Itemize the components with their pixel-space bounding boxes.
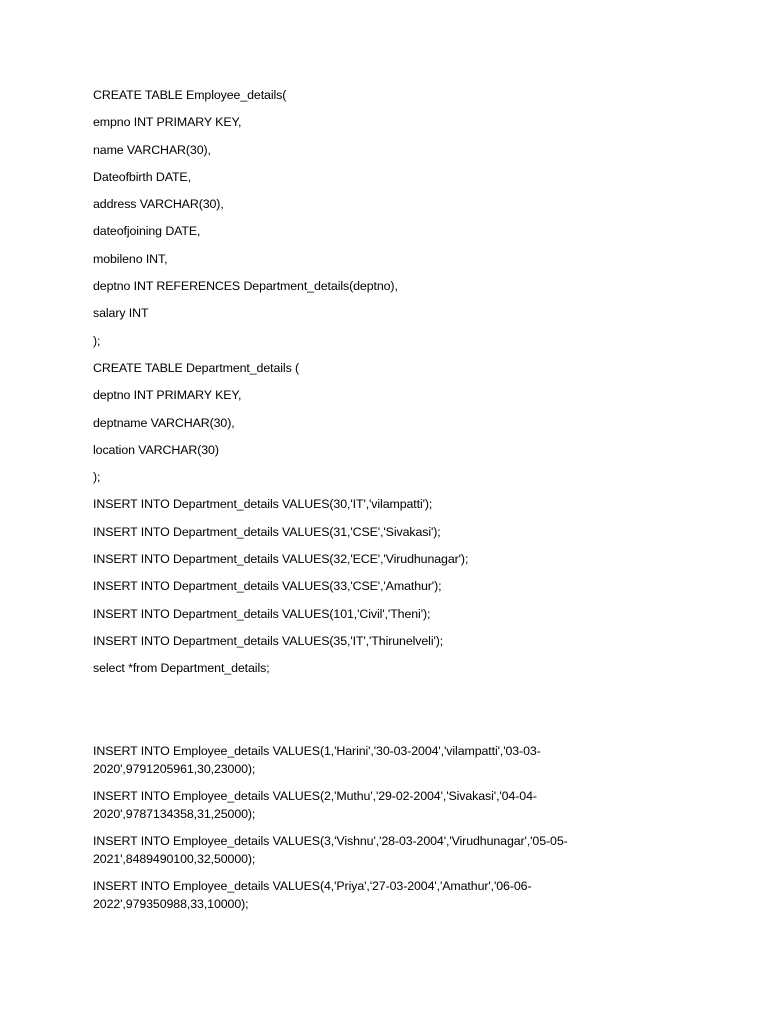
text-line: CREATE TABLE Employee_details(	[93, 88, 287, 102]
text-line: deptname VARCHAR(30),	[93, 415, 235, 430]
text-line: location VARCHAR(30)	[93, 442, 219, 457]
text-line: INSERT INTO Department_details VALUES(31,'CSE','Sivakasi');	[93, 524, 441, 539]
text-line: dateofjoining DATE,	[93, 224, 201, 239]
text-line: salary INT	[93, 306, 149, 321]
text-line: INSERT INTO Department_details VALUES(101,'Civil','Theni');	[93, 606, 431, 621]
employee-insert-line: INSERT INTO Employee_details VALUES(1,'Harini','30-03-2004','vilampatti','03-03-2020',9791205961,30,23000);	[93, 743, 541, 776]
text-line: INSERT INTO Department_details VALUES(30,'IT','vilampatti');	[93, 497, 433, 512]
document-body	[93, 87, 613, 922]
text-line: Dateofbirth DATE,	[93, 169, 191, 184]
employee-insert-line: INSERT INTO Employee_details VALUES(4,'Priya','27-03-2004','Amathur','06-06-2022',979350988,33,10000);	[93, 878, 532, 911]
text-line: );	[93, 470, 101, 485]
text-line: empno INT PRIMARY KEY,	[93, 115, 242, 130]
text-line: deptno INT PRIMARY KEY,	[93, 388, 242, 403]
text-line: address VARCHAR(30),	[93, 197, 224, 212]
text-line: CREATE TABLE Department_details (	[93, 360, 300, 375]
employee-insert-line: INSERT INTO Employee_details VALUES(2,'Muthu','29-02-2004','Sivakasi','04-04-2020',9787134358,31,25000);	[93, 788, 537, 821]
text-line: mobileno INT,	[93, 251, 168, 266]
text-line: INSERT INTO Department_details VALUES(35,'IT','Thirunelveli');	[93, 633, 444, 648]
employee-insert-line: INSERT INTO Employee_details VALUES(3,'Vishnu','28-03-2004','Virudhunagar','05-05-2021',8489490100,32,50000);	[93, 833, 568, 866]
text-line: deptno INT REFERENCES Department_details(deptno),	[93, 279, 398, 294]
text-line: INSERT INTO Department_details VALUES(32,'ECE','Virudhunagar');	[93, 552, 469, 567]
text-line: name VARCHAR(30),	[93, 142, 211, 157]
text-line: );	[93, 333, 101, 348]
blank-space	[93, 688, 613, 742]
text-line: select *from Department_details;	[93, 661, 270, 676]
text-line: INSERT INTO Department_details VALUES(33,'CSE','Amathur');	[93, 579, 442, 594]
